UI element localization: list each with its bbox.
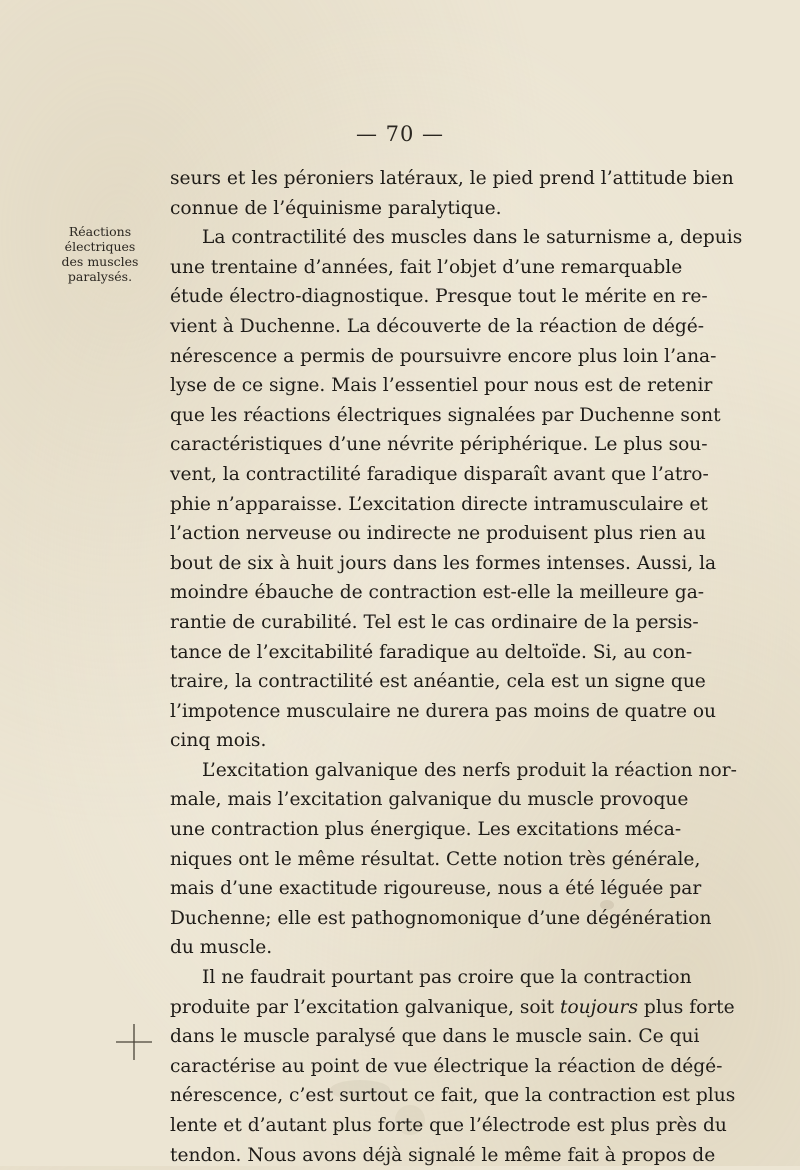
page-number: — 70 — <box>355 122 445 146</box>
text-line: bout de six à huit jours dans les formes intenses. Aussi, la <box>170 552 717 574</box>
text-line <box>170 993 735 1023</box>
text-line: cinq mois. <box>170 730 267 752</box>
text-line: vent, la contractilité faradique disparaît avant que l’atro- <box>170 463 709 485</box>
text-line: dans le muscle paralysé que dans le muscle sain. Ce qui <box>170 1026 700 1048</box>
body-text <box>170 164 743 1170</box>
text-line: traire, la contractilité est anéantie, cela est un signe que <box>170 671 706 693</box>
margin-note-line: électriques <box>64 239 136 254</box>
text-line: caractéristiques d’une névrite périphérique. Le plus sou- <box>170 434 708 456</box>
text-line: lente et d’autant plus forte que l’électrode est plus près du <box>170 1115 727 1136</box>
margin-note-line: Réactions <box>68 224 132 239</box>
text-line: l’action nerveuse ou indirecte ne produisent plus rien au <box>170 523 706 545</box>
text-line: moindre ébauche de contraction est-elle la meilleure ga- <box>170 582 705 604</box>
text-line: une contraction plus énergique. Les excitations méca- <box>170 819 682 841</box>
text-line: seurs et les péroniers latéraux, le pied prend l’attitude bien <box>170 168 734 189</box>
text-line: L’excitation galvanique des nerfs produit la réaction nor- <box>202 759 737 781</box>
text-line: l’impotence musculaire ne durera pas moins de quatre ou <box>170 700 717 722</box>
text-line: connue de l’équinisme paralytique. <box>170 197 502 219</box>
text-line: étude électro-diagnostique. Presque tout le mérite en re- <box>170 286 708 308</box>
text-line: tendon. Nous avons déjà signalé le même fait à propos de <box>170 1144 716 1166</box>
text-line: rantie de curabilité. Tel est le cas ordinaire de la persis- <box>170 611 699 633</box>
text-line: caractérise au point de vue électrique la réaction de dégé- <box>170 1055 723 1077</box>
text-line: Il ne faudrait pourtant pas croire que la contraction <box>202 967 692 989</box>
text-line: mais d’une exactitude rigoureuse, nous a été léguée par <box>170 878 702 900</box>
text-line: nérescence, c’est surtout ce fait, que la contraction est plus <box>170 1085 736 1107</box>
text-line: tance de l’excitabilité faradique au deltoïde. Si, au con- <box>170 641 693 663</box>
text-line: phie n’apparaisse. L’excitation directe intramusculaire et <box>170 493 708 515</box>
text-line: Duchenne; elle est pathognomonique d’une dégénération <box>170 907 712 929</box>
text-line: vient à Duchenne. La découverte de la réaction de dégé- <box>170 315 705 337</box>
margin-note <box>42 224 158 284</box>
emphasis-text: toujours <box>559 996 638 1018</box>
text-run: plus forte <box>643 996 735 1018</box>
text-line: une trentaine d’années, fait l’objet d’une remarquable <box>170 256 683 278</box>
text-line: que les réactions électriques signalées par Duchenne sont <box>170 404 721 426</box>
text-line: nérescence a permis de poursuivre encore plus loin l’ana- <box>170 345 717 367</box>
text-line: male, mais l’excitation galvanique du muscle provoque <box>170 789 689 811</box>
margin-note-line: paralysés. <box>67 269 133 284</box>
text-line: niques ont le même résultat. Cette notion très générale, <box>170 848 701 870</box>
registration-cross-mark <box>114 1022 154 1062</box>
text-line: La contractilité des muscles dans le saturnisme a, depuis <box>202 227 743 249</box>
text-line: lyse de ce signe. Mais l’essentiel pour nous est de retenir <box>170 375 713 397</box>
margin-note-line: des muscles <box>61 254 139 269</box>
text-run: produite par l’excitation galvanique, soit <box>170 996 555 1018</box>
text-line: du muscle. <box>170 937 273 959</box>
